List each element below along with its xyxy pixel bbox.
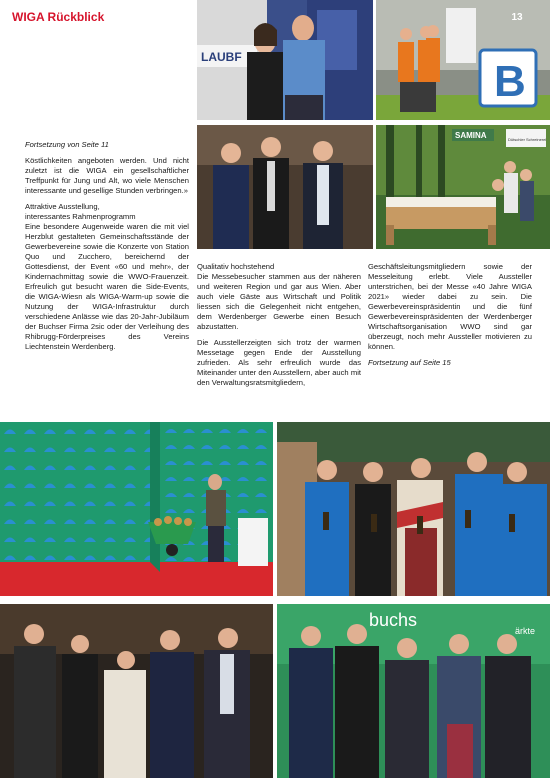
banner-text: buchs — [369, 610, 418, 630]
section-title: WIGA Rückblick — [12, 10, 105, 24]
continued-to-note: Fortsetzung auf Seite 15 — [368, 358, 451, 367]
page-number: 13 — [511, 12, 523, 23]
photo-six-men — [277, 604, 550, 778]
article-column-right — [368, 262, 532, 374]
banner-text-2: ärkte — [515, 626, 536, 636]
photo-group-five — [0, 604, 273, 778]
photo-samina-bed — [376, 125, 550, 249]
article-paragraph: Eine besondere Augenweide waren die mit viel Herzblut gestalteten Gemeinschaftsstände der Gewerbevereine sowie die Konzerte von Station Quo und Zucchero, bereichernd der Gottesdienst, der Event «60 und mehr», der Kindernachmittag sowie die WWO-Frauenzeit. Erfreulich gut besucht waren die Side-Events, die WIGA-Wiesn als WIGA-Warm-up sowie die Nutzung der WIGA-Infrastruktur durch verschiedene Anlässe wie das 20-Jahr-Jubiläum der Buchser Firma 2sic oder der Verleihung des Rhibrugg-Förderpreises des Vereins Liechtenstein Werdenberg. — [25, 222, 189, 351]
photo-brand-text: Dütschler Schreinerei — [508, 137, 547, 142]
subheading: Qualitativ hochstehend — [197, 262, 275, 271]
article-column-left — [25, 140, 189, 358]
photo-cap-wall — [0, 422, 273, 596]
continued-from-note: Fortsetzung von Seite 11 — [25, 140, 109, 149]
subheading: Attraktive Ausstellung, — [25, 202, 100, 211]
article-paragraph: Geschäftsleitungsmitgliedern sowie der Messeleitung erlebt. Viele Aussteller unterstrichen, bei der Messe «40 Jahre WIGA 2021» wieder dabei zu sein. Die Gewerbevereinspräsidentin und die fünf Gewerbevereinspräsidenten der Werdenberger Wirtschaftsorganisation WWO sind gar überzeugt, noch mehr Aussteller motivieren zu können. — [368, 262, 532, 351]
photo-letter-b: B — [494, 57, 526, 106]
photo-sign-text: LAUBF — [201, 50, 242, 64]
photo-blue-team-bottles — [277, 422, 550, 596]
photo-three-men — [197, 125, 373, 249]
photo-samina-sign: SAMINA — [455, 131, 487, 140]
article-column-middle — [197, 262, 361, 394]
subheading: interessantes Rahmenprogramm — [25, 212, 136, 221]
article-paragraph: Die Messebesucher stammen aus der näheren und weiteren Region und gar aus Wien. Aber auch viele Gäste aus Wirtschaft und Politik liessen sich die Gelegenheit nicht entgehen, dem Werdenberger Gewerbe einen Besuch abzustatten. — [197, 272, 361, 331]
article-paragraph: Köstlichkeiten angeboten werden. Und nicht zuletzt ist die WIGA ein gesellschaftlicher Treffpunkt für Jung und Alt, wo viele Menschen interessante und gesellige Stunden verbringen.» — [25, 156, 189, 195]
article-paragraph: Die Ausstellerzeigten sich trotz der warmen Messetage gegen Ende der Ausstellung zufrieden. Als sehr erfreulich wurde das Miteinander unter den Ausstellern, aber auch mit den Verwaltungsratsmitgliedern, — [197, 338, 361, 387]
photo-couple-at-stand — [197, 0, 373, 120]
